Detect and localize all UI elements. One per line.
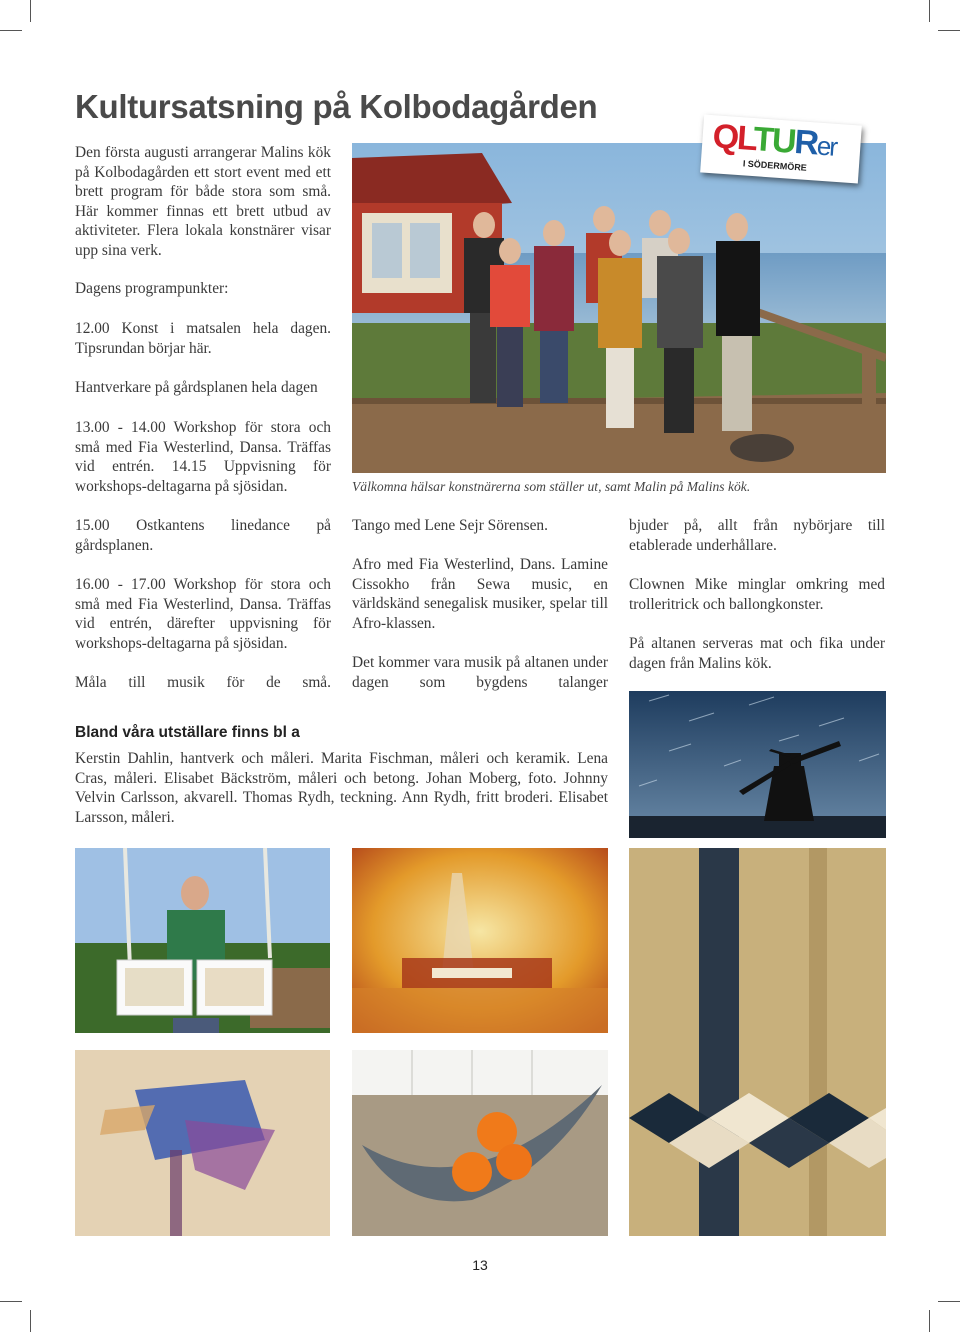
page-number: 13 [472, 1257, 488, 1273]
photo-caption: Välkomna hälsar konstnärerna som ställer ut, samt Malin på Malins kök. [352, 479, 751, 494]
logo-tagline: I SÖDERMÖRE [742, 158, 808, 173]
ceramic-bowl-photo [352, 1050, 608, 1236]
program-text-col2: Afro med Fia Westerlind, Dans. Lamine Cissokho från Sewa music, en världskänd senegalisk musiker, spelar till Afro-klassen. [352, 556, 608, 632]
program-item: 15.00 Ostkantens linedance på gårdsplanen. [75, 517, 331, 554]
program-text-col3: bjuder på, allt från nybörjare till etablerade underhållare. [629, 517, 885, 554]
textile-art [629, 848, 886, 1236]
windmill-photo [629, 691, 886, 838]
page-title: Kultursatsning på Kolbodagården [75, 88, 598, 125]
program-item: 16.00 - 17.00 Workshop för stora och små med Fia Westerlind, Dansa. Träffas vid entrén, därefter uppvisning för workshops-deltagarna på sjösidan. [75, 576, 331, 652]
program-heading: Dagens programpunkter: [75, 280, 229, 297]
program-text-col3: På altanen serveras mat och fika under dagen från Malins kök. [629, 635, 885, 672]
crop-mark [929, 1310, 930, 1332]
crop-mark [30, 1310, 31, 1332]
program-item: Hantverkare på gårdsplanen hela dagen [75, 379, 318, 396]
logo-wordmark: QLTURer [711, 117, 838, 163]
crop-mark [929, 0, 930, 22]
artist-photo [75, 848, 330, 1033]
boat-painting [352, 848, 608, 1033]
exhibitors-list: Kerstin Dahlin, hantverk och måleri. Marita Fischman, måleri och keramik. Lena Cras, måleri. Elisabet Bäckström, måleri och betong. Johan Moberg, foto. Johnny Velvin Carlsson, akvarell. Thomas Rydh, teckning. Ann Rydh, fritt broderi. Elisabet Larsson, måleri. [75, 750, 608, 826]
abstract-painting [75, 1050, 330, 1236]
crop-mark [0, 1301, 22, 1302]
qlturer-logo [700, 115, 862, 184]
crop-mark [938, 1301, 960, 1302]
crop-mark [30, 0, 31, 22]
exhibitors-heading: Bland våra utställare finns bl a [75, 724, 300, 741]
program-text-col2: Det kommer vara musik på altanen under dagen som bygdens talanger [352, 654, 608, 691]
intro-paragraph: Den första augusti arrangerar Malins kök på Kolbodagården ett stort event med ett brett program för både stora som små. Här kommer finnas ett brett utbud av aktiviteter. Flera lokala konstnärer visar upp sina verk. [75, 144, 331, 259]
crop-mark [938, 30, 960, 31]
program-item: 13.00 - 14.00 Workshop för stora och små med Fia Westerlind, Dansa. Träffas vid entrén. 14.15 Uppvisning för workshops-deltagarna på sjösidan. [75, 419, 331, 495]
program-item: Måla till musik för de små. [75, 674, 331, 691]
crop-mark [0, 30, 22, 31]
group-photo [352, 143, 886, 473]
program-text-col3: Clownen Mike minglar omkring med trolleritrick och ballongkonster. [629, 576, 885, 613]
program-item: 12.00 Konst i matsalen hela dagen. Tipsrundan börjar här. [75, 320, 331, 357]
program-text-col2: Tango med Lene Sejr Sörensen. [352, 517, 548, 534]
